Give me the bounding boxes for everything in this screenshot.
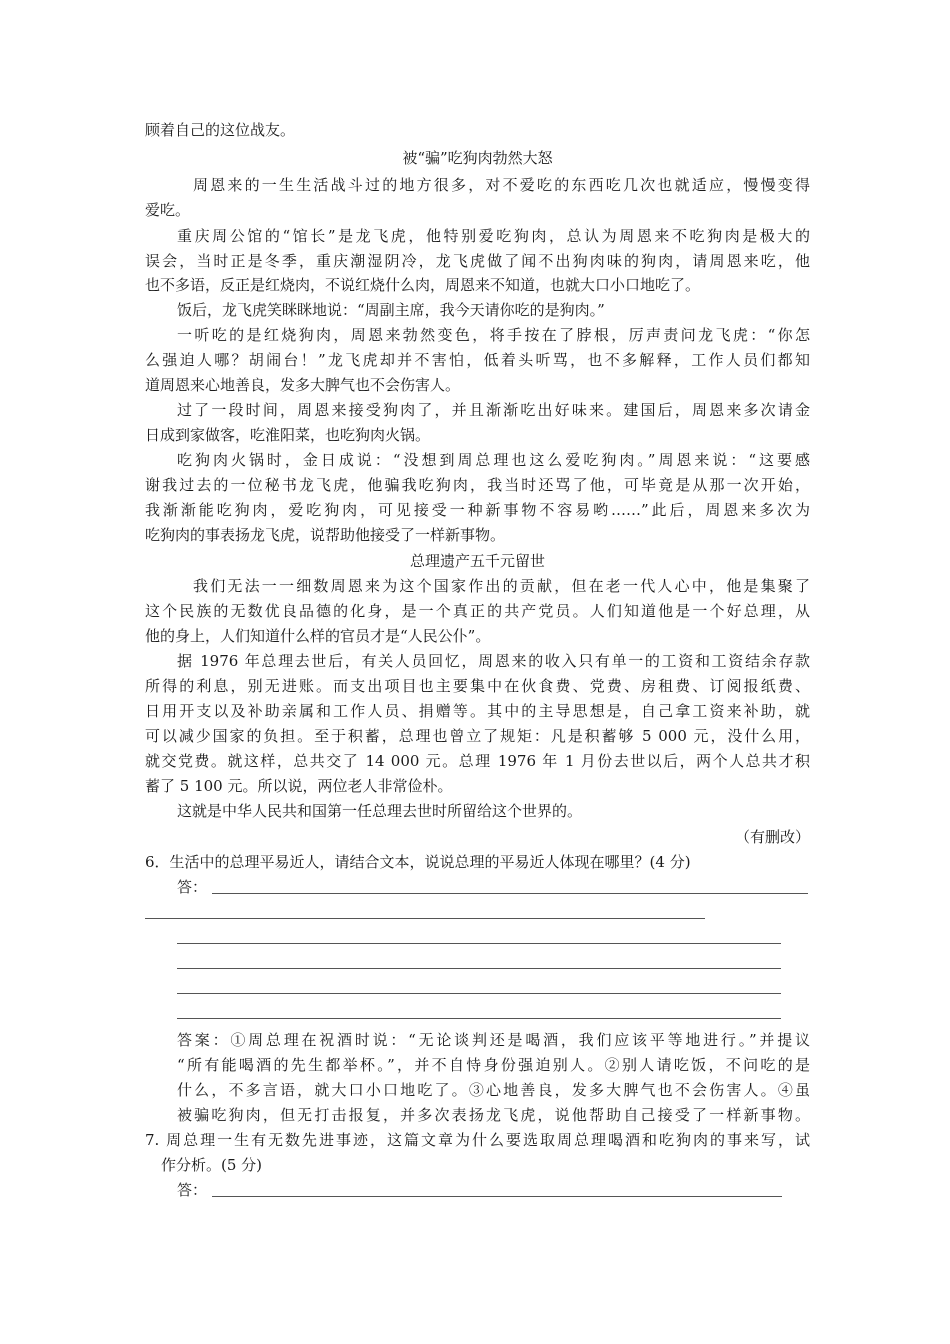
answer-blank[interactable] (177, 1018, 781, 1019)
question-6: 6．生活中的总理平易近人，请结合文本，说说总理的平易近人体现在哪里？(4 分) (145, 853, 691, 871)
paragraph-line: 他的身上，人们知道什么样的官员才是“人民公仆”。 (145, 627, 491, 645)
paragraph-line: 我渐渐能吃狗肉，爱吃狗肉，可见接受一种新事物不容易哟……”此后，周恩来多次为 (145, 501, 810, 519)
paragraph-line: 爱吃。 (145, 201, 191, 219)
paragraph-line: 误会，当时正是冬季，重庆潮湿阴冷，龙飞虎做了闻不出狗肉味的狗肉，请周恩来吃，他 (145, 252, 810, 270)
answer-key-line: “所有能喝酒的先生都举杯。”，并不自恃身份强迫别人。②别人请吃饭，不问吃的是 (177, 1056, 810, 1074)
paragraph-line: 谢我过去的一位秘书龙飞虎，他骗我吃狗肉，我当时还骂了他，可毕竟是从那一次开始， (145, 476, 810, 494)
answer-blank[interactable] (177, 993, 781, 994)
section-title-2: 总理遗产五千元留世 (409, 552, 545, 570)
answer-blank[interactable] (212, 893, 808, 894)
paragraph-line: 吃狗肉火锅时，金日成说：“没想到周总理也这么爱吃狗肉。”周恩来说：“这要感 (177, 451, 810, 469)
answer-blank[interactable] (212, 1196, 782, 1197)
paragraph-line: 所得的利息，别无进账。而支出项目也主要集中在伙食费、党费、房租费、订阅报纸费、 (145, 677, 810, 695)
answer-label: 答： (177, 1181, 208, 1199)
paragraph-line: 这个民族的无数优良品德的化身，是一个真正的共产党员。人们知道他是一个好总理，从 (145, 602, 810, 620)
section-title-1: 被“骗”吃狗肉勃然大怒 (402, 149, 553, 167)
answer-blank[interactable] (177, 943, 781, 944)
paragraph-line: 也不多语，反正是红烧肉，不说红烧什么肉，周恩来不知道，也就大口小口地吃了。 (145, 276, 701, 294)
paragraph-line: 过了一段时间，周恩来接受狗肉了，并且渐渐吃出好味来。建国后，周恩来多次请金 (177, 401, 810, 419)
question-7: 7. 周总理一生有无数先进事迹，这篇文章为什么要选取周总理喝酒和吃狗肉的事来写，试 (145, 1131, 810, 1149)
answer-key-line: 什么，不多言语，就大口小口地吃了。③心地善良，发多大脾气也不会伤害人。④虽 (177, 1081, 810, 1099)
paragraph-line: 我们无法一一细数周恩来为这个国家作出的贡献，但在老一代人心中，他是集聚了 (193, 577, 810, 595)
paragraph-line: 道周恩来心地善良，发多大脾气也不会伤害人。 (145, 376, 461, 394)
answer-blank[interactable] (177, 968, 781, 969)
intro-line: 顾着自己的这位战友。 (145, 121, 296, 139)
paragraph-line: 蓄了 5 100 元。所以说，两位老人非常俭朴。 (145, 777, 453, 795)
answer-key-line: 被骗吃狗肉，但无打击报复，并多次表扬龙飞虎，说他帮助自己接受了一样新事物。 (177, 1106, 810, 1124)
paragraph-line: 么强迫人哪？胡闹台！”龙飞虎却并不害怕，低着头听骂，也不多解释，工作人员们都知 (145, 351, 810, 369)
paragraph-line: 日用开支以及补助亲属和工作人员、捐赠等。其中的主导思想是，自己拿工资来补助，就 (145, 702, 810, 720)
answer-blank[interactable] (145, 918, 705, 919)
answer-key-line: 答案：①周总理在祝酒时说：“无论谈判还是喝酒，我们应该平等地进行。”并提议 (177, 1031, 810, 1049)
paragraph-line: 饭后，龙飞虎笑眯眯地说：“周副主席，我今天请你吃的是狗肉。” (177, 301, 605, 319)
paragraph-line: 日成到家做客，吃淮阳菜，也吃狗肉火锅。 (145, 426, 431, 444)
paragraph-line: 重庆周公馆的“馆长”是龙飞虎，他特别爱吃狗肉，总认为周恩来不吃狗肉是极大的 (177, 227, 810, 245)
paragraph-line: 可以减少国家的负担。至于积蓄，总理也曾立了规矩：凡是积蓄够 5 000 元，没什么用， (145, 727, 810, 745)
paragraph-line: 周恩来的一生生活战斗过的地方很多，对不爱吃的东西吃几次也就适应，慢慢变得 (193, 176, 810, 194)
paragraph-line: 这就是中华人民共和国第一任总理去世时所留给这个世界的。 (177, 802, 583, 820)
paragraph-line: 吃狗肉的事表扬龙飞虎，说帮助他接受了一样新事物。 (145, 526, 506, 544)
question-7-continued: 作分析。(5 分) (161, 1156, 263, 1174)
paragraph-line: 就交党费。就这样，总共交了 14 000 元。总理 1976 年 1 月份去世以后，两个人总共才积 (145, 752, 810, 770)
paragraph-line: 据 1976 年总理去世后，有关人员回忆，周恩来的收入只有单一的工资和工资结余存款 (177, 652, 810, 670)
answer-label: 答： (177, 878, 208, 896)
source-note: （有删改） (734, 828, 810, 846)
paragraph-line: 一听吃的是红烧狗肉，周恩来勃然变色，将手按在了脖根，厉声责问龙飞虎：“你怎 (177, 326, 810, 344)
